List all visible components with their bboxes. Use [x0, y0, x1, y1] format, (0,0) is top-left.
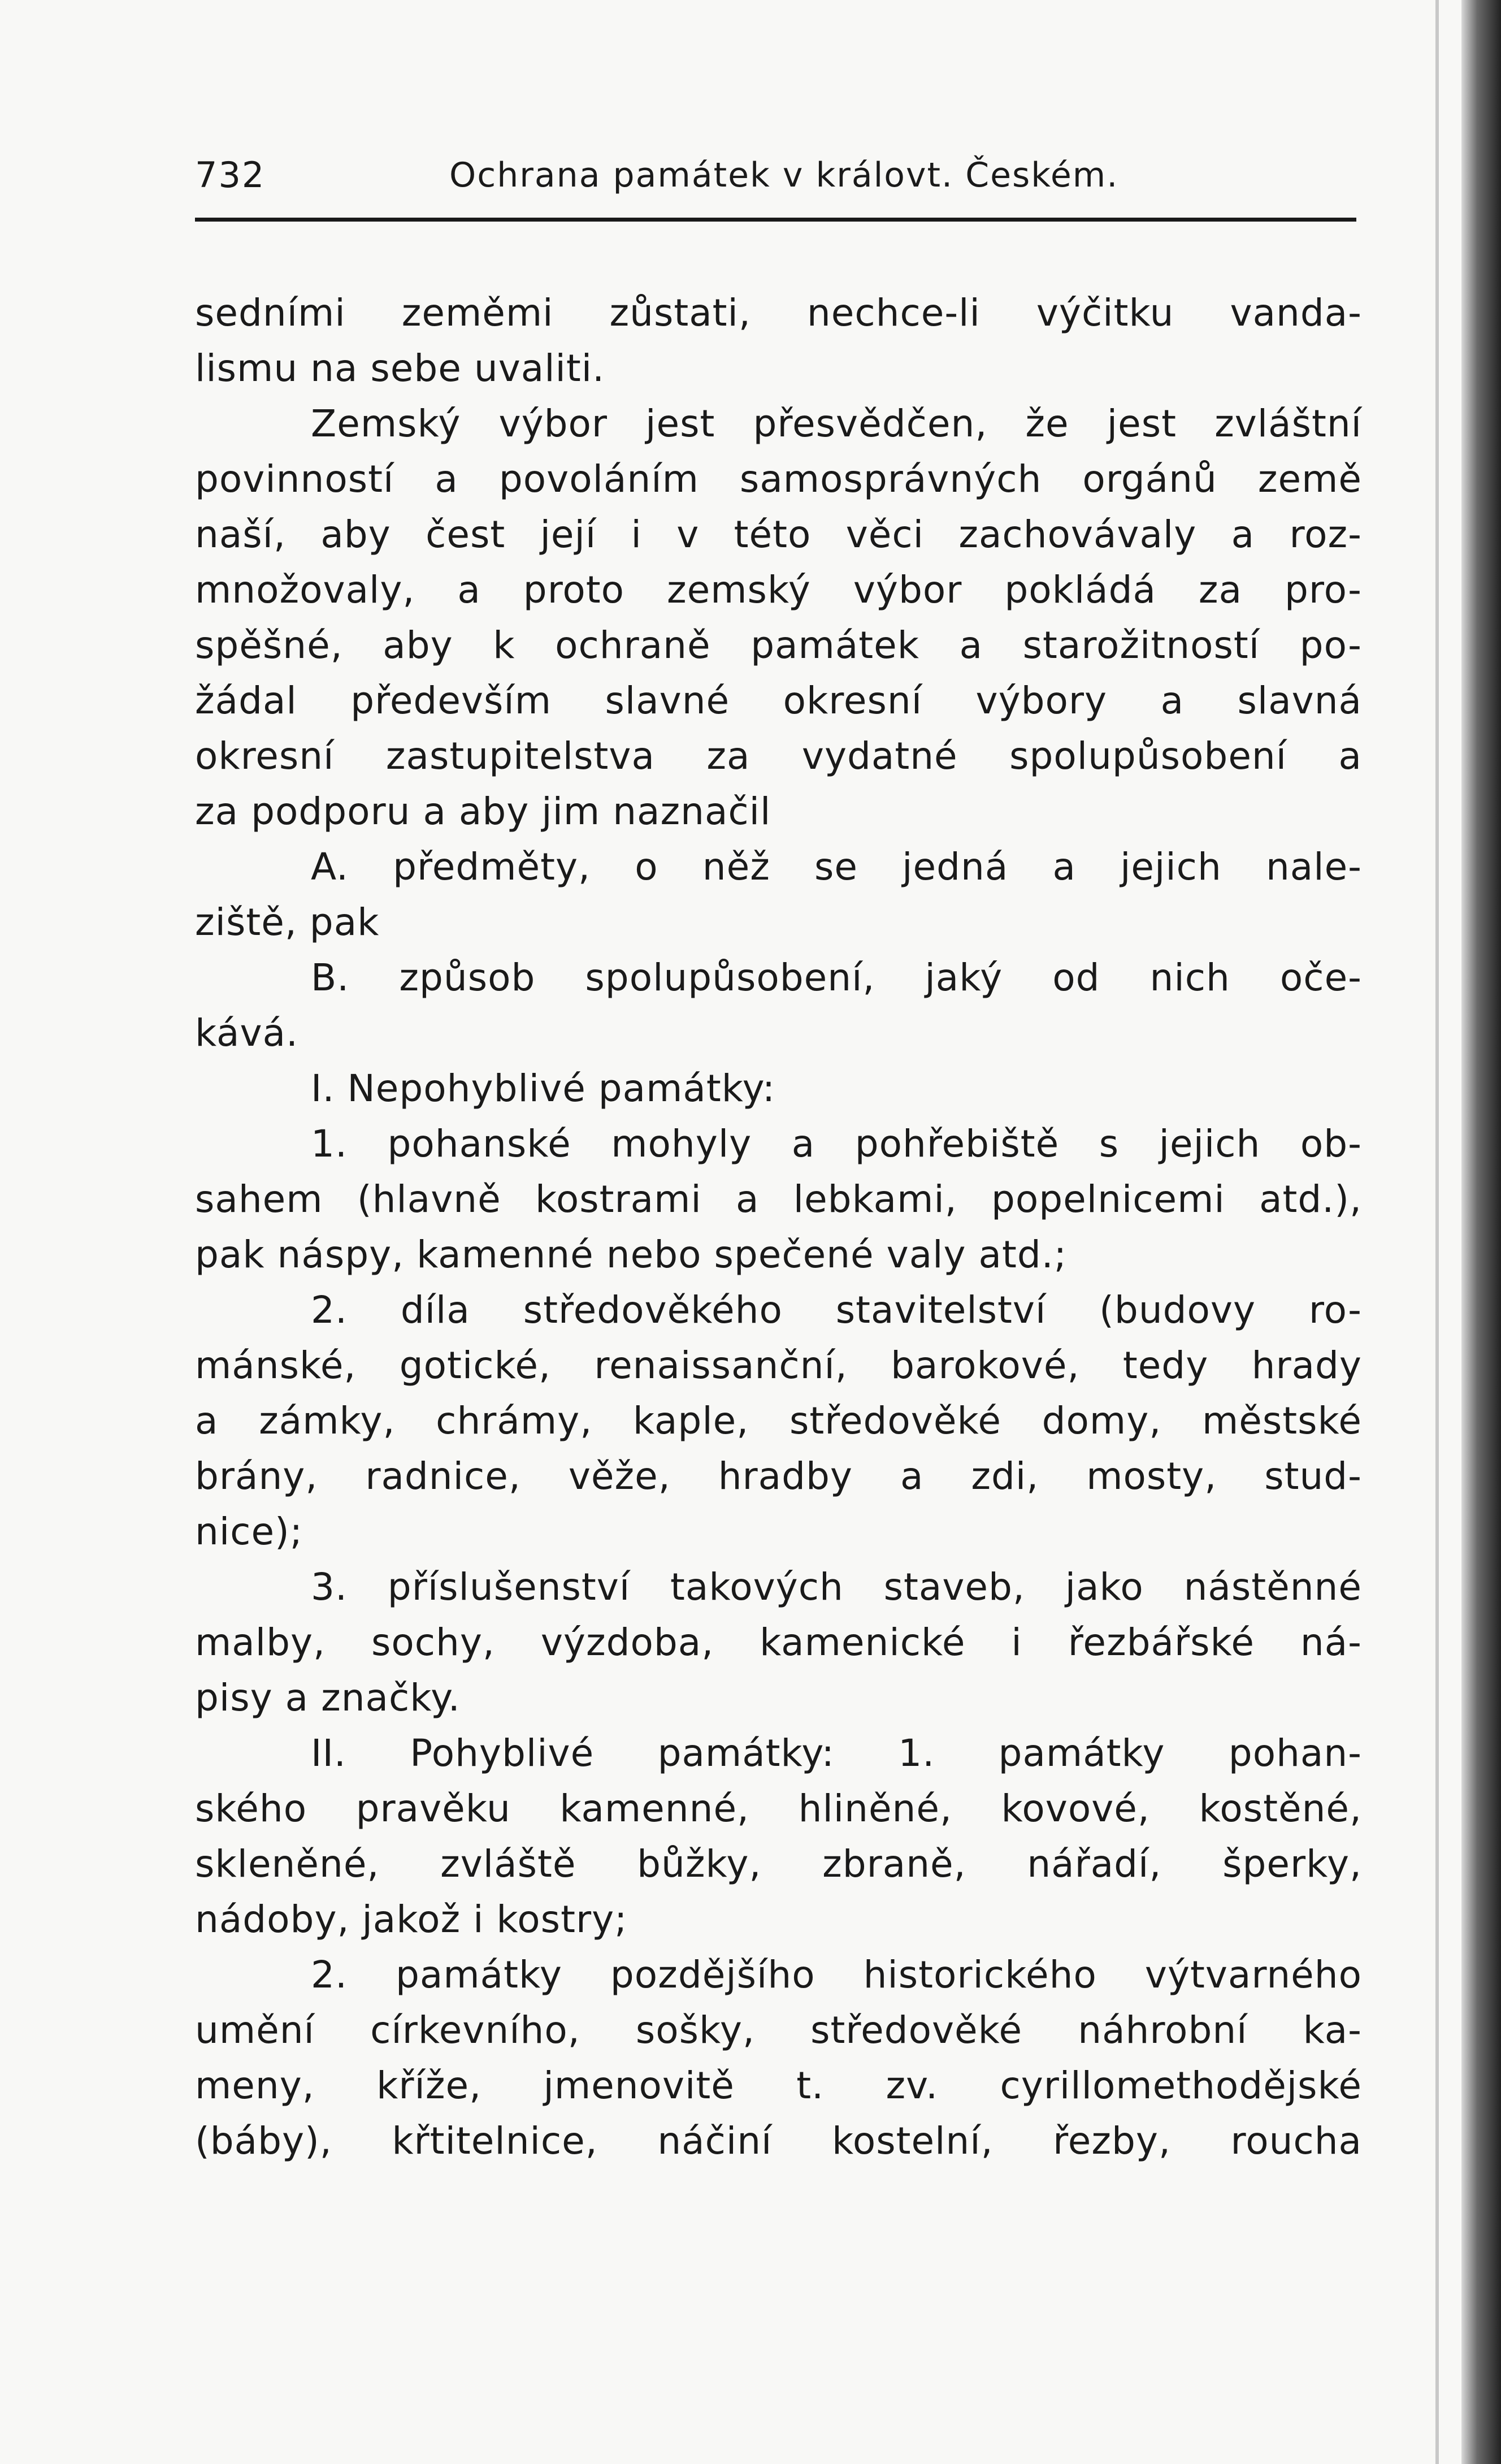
- text-line: mánské, gotické, renaissanční, barokové, tedy hrady: [195, 1344, 1362, 1387]
- page-edge-line: [1435, 0, 1439, 2464]
- text-line: B. způsob spolupůsobení, jaký od nich oče-: [311, 956, 1362, 999]
- text-line: meny, kříže, jmenovitě t. zv. cyrillomethodějské: [195, 2064, 1362, 2107]
- text-line: skleněné, zvláště bůžky, zbraně, nářadí, šperky,: [195, 1842, 1362, 1886]
- text-line: 3. příslušenství takových staveb, jako nástěnné: [311, 1565, 1362, 1609]
- text-line: malby, sochy, výzdoba, kamenické i řezbářské ná-: [195, 1621, 1362, 1664]
- text-line: množovaly, a proto zemský výbor pokládá za pro-: [195, 568, 1362, 612]
- text-line: umění církevního, sošky, středověké náhrobní ka-: [195, 2008, 1362, 2052]
- page-number: 732: [195, 154, 266, 196]
- text-line: ského pravěku kamenné, hliněné, kovové, kostěné,: [195, 1787, 1362, 1830]
- text-line: žádal především slavné okresní výbory a slavná: [195, 679, 1362, 722]
- text-line: II. Pohyblivé památky: 1. památky pohan-: [311, 1731, 1362, 1775]
- text-line: sahem (hlavně kostrami a lebkami, popelnicemi atd.),: [195, 1177, 1362, 1221]
- text-line: 2. díla středověkého stavitelství (budovy ro-: [311, 1288, 1362, 1332]
- text-line: povinností a povoláním samosprávných orgánů země: [195, 457, 1362, 501]
- text-line: lismu na sebe uvaliti.: [195, 347, 605, 390]
- header-rule: [195, 218, 1356, 222]
- text-line: nice);: [195, 1510, 303, 1553]
- text-line: Zemský výbor jest přesvědčen, že jest zvláštní: [311, 402, 1362, 445]
- text-line: brány, radnice, věže, hradby a zdi, mosty, stud-: [195, 1454, 1362, 1498]
- text-line: pak náspy, kamenné nebo spečené valy atd.;: [195, 1233, 1067, 1276]
- text-line: pisy a značky.: [195, 1676, 461, 1720]
- text-line: ziště, pak: [195, 900, 380, 944]
- book-spine-shadow: [1461, 0, 1501, 2464]
- text-line: A. předměty, o něž se jedná a jejich nale-: [311, 845, 1362, 889]
- text-line: sedními zeměmi zůstati, nechce-li výčitku vanda-: [195, 291, 1362, 335]
- text-line: naší, aby čest její i v této věci zachovávaly a roz-: [195, 513, 1362, 556]
- running-title: Ochrana památek v královt. Českém.: [449, 155, 1119, 195]
- text-line: kává.: [195, 1011, 298, 1055]
- body-text: [195, 285, 1362, 2169]
- page-header: [195, 153, 1353, 203]
- text-line: I. Nepohyblivé památky:: [311, 1067, 776, 1110]
- text-line: okresní zastupitelstva za vydatné spolupůsobení a: [195, 734, 1362, 778]
- text-line: za podporu a aby jim naznačil: [195, 790, 771, 833]
- text-line: nádoby, jakož i kostry;: [195, 1898, 628, 1941]
- text-line: spěšné, aby k ochraně památek a starožitností po-: [195, 623, 1362, 667]
- text-line: 2. památky pozdějšího historického výtvarného: [311, 1953, 1362, 1997]
- text-line: (báby), křtitelnice, náčiní kostelní, řezby, roucha: [195, 2119, 1362, 2163]
- text-line: 1. pohanské mohyly a pohřebiště s jejich ob-: [311, 1122, 1362, 1166]
- text-line: a zámky, chrámy, kaple, středověké domy, městské: [195, 1399, 1362, 1443]
